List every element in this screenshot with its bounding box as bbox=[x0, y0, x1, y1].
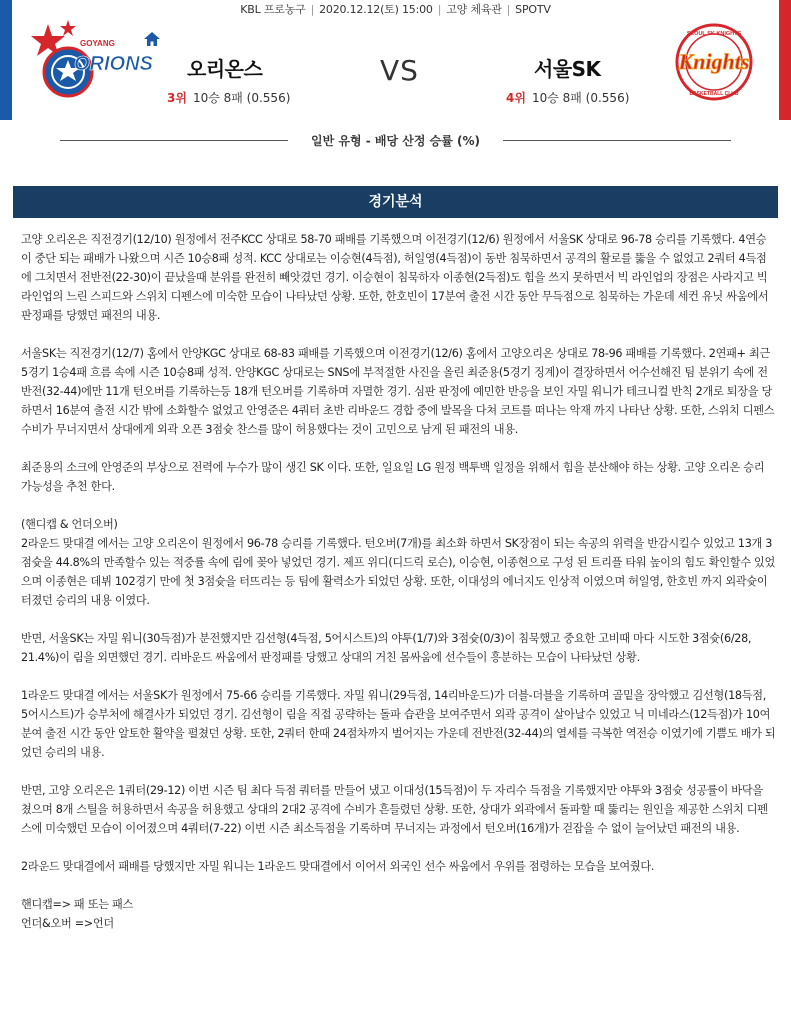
home-team-rank: 3위 bbox=[167, 91, 187, 105]
divider-line bbox=[503, 140, 731, 141]
analysis-paragraph-summary: 2라운드 맞대결에서 패배를 당했지만 자밀 워니는 1라운드 맞대결에서 이어서 외국인 선수 싸움에서 우위를 점령하는 모습을 보여줬다. bbox=[21, 860, 655, 873]
knights-logo-top-text: SEOUL SK KNIGHTS bbox=[686, 31, 742, 37]
league-label: KBL 프로농구 bbox=[240, 3, 306, 16]
divider-line bbox=[60, 140, 288, 141]
venue-label: 고양 체육관 bbox=[446, 3, 502, 16]
pick-handicap: 핸디캡=> 패 또는 패스 bbox=[21, 898, 133, 911]
away-team-record bbox=[506, 89, 629, 106]
analysis-paragraph-orions-recent: 고양 오리온은 직전경기(12/10) 원정에서 전주KCC 상대로 58-70 패배를 기록했으며 이전경기(12/6) 원정에서 서울SK 상대로 96-78 승리를 기록했다. 4연승이 중단 되는 패배가 나왔으며 시즌 10승8패 성적. KCC 상대로는 이승현(4득점), 허일영(4득점)이 동반 침묵하면서 공격의 활로를 뚫을 수 없었고 2쿼터 4득점에 그치면서 전반전(22-30)이 끝났을때 분위를 완전히 빼앗겼던 경기. 이승현이 침묵하자 이종현(2득점)도 힘을 쓰지 못하면서 빅 라인업의 장점은 사라지고 빅 라인업의 느린 스피드와 스위치 디펜스에 미숙한 모습이 나타났던 상황. 또한, 한호빈이 17분여 출전 시간 동안 무득점으로 침묵하는 가운데 세컨 유닛 싸움에서 판정패를 당했던 패전의 내용. bbox=[21, 233, 769, 322]
analysis-paragraph-round1-orions: 반면, 고양 오리온은 1쿼터(29-12) 이번 시즌 팀 최다 득점 쿼터를 만들어 냈고 이대성(15득점)이 두 자리수 득점을 기록했지만 야투와 3점슛 성공률이 바닥을 쳤으며 8개 스틸을 허용하면서 속공을 허용했고 상대의 2대2 공격에 수비가 흔들렸던 상황. 또한, 상대가 외곽에서 돌파할 때 뚫리는 원인을 제공한 스위치 디펜스에 미숙했던 모습이 이어졌으며 4쿼터(7-22) 이번 시즌 최소득점을 기록하며 무너지는 과정에서 턴오버(16개)가 걷잡을 수 없이 늘어났던 패전의 내용. bbox=[21, 784, 768, 835]
odds-type-label: 일반 유형 - 배당 산정 승률 (%) bbox=[311, 134, 480, 148]
knights-logo-bottom-text: BASKETBALL CLUB bbox=[689, 91, 739, 97]
right-team-stripe bbox=[779, 0, 791, 120]
analysis-paragraph-round2: 2라운드 맞대결 에서는 고양 오리온이 원정에서 96-78 승리를 기록했다. 턴오버(7개)를 최소화 하면서 SK장점이 되는 속공의 위력을 반감시킬수 있었고 13개 3점슛을 44.8%의 만족할수 있는 적중률 속에 림에 꽂아 넣었던 경기. 제프 위디(디드릭 로슨), 이승현, 이종현으로 구성 된 트리플 타워 높이의 힘도 확인할수 있었으며 이종현은 데뷔 102경기 만에 첫 3점슛을 터뜨리는 등 팀에 활력소가 되었던 상황. 또한, 이대성의 에너지도 인상적 이였으며 허일영, 한호빈 까지 외곽슛이 터졌던 승리의 내용 이였다. bbox=[21, 537, 776, 607]
analysis-body bbox=[21, 230, 776, 933]
analysis-section-title: 경기분석 bbox=[13, 186, 778, 218]
handicap-section-title: (핸디캡 & 언더오버) bbox=[21, 518, 118, 531]
knights-logo bbox=[660, 22, 768, 102]
away-team-name: 서울SK bbox=[534, 57, 601, 81]
analysis-paragraph-recommendation: 최준용의 소크에 안영준의 부상으로 전력에 누수가 많이 생긴 SK 이다. 또한, 일요일 LG 원정 백투백 일정을 위해서 힘을 분산해야 하는 상황. 고양 오리온 승리 가능성을 추천 한다. bbox=[21, 461, 765, 493]
match-datetime: 2020.12.12(토) 15:00 bbox=[319, 3, 433, 16]
orions-logo-main-text: ORIONS bbox=[74, 53, 153, 75]
analysis-paragraph-sk-recent: 서울SK는 직전경기(12/7) 홈에서 안양KGC 상대로 68-83 패배를 기록했으며 이전경기(12/6) 홈에서 고양오리온 상대로 78-96 패배를 기록했다. 2연패+ 최근 5경기 1승4패 흐름 속에 시즌 10승8패 성적. 안양KGC 상대로는 SNS에 부적절한 사진을 올린 최준용(5경기 징계)이 결장하면서 어수선해진 팀 분위기 속에 전반전(32-44)에만 11개 턴오버를 기록하는등 18개 턴오버를 기록하며 자멸한 경기. 심판 판정에 예민한 반응을 보인 자밀 워니가 테크니컬 반칙 2개로 퇴장을 당하면서 16분여 출전 시간 밖에 소화할수 없었고 안영준은 4쿼터 초반 리바운드 경합 중에 발목을 다쳐 코트를 떠나는 악재 까지 나타난 상황. 또한, 스위치 디펜스 수비가 무너지면서 상대에게 외곽 오픈 3점슛 찬스를 많이 허용했다는 것이 고민으로 남게 된 패전의 내용. bbox=[21, 347, 775, 436]
home-icon bbox=[143, 30, 161, 48]
home-team-record bbox=[167, 89, 290, 106]
vs-label: VS bbox=[380, 54, 419, 87]
analysis-paragraph-round1: 1라운드 맞대결 에서는 서울SK가 원정에서 75-66 승리를 기록했다. 자밀 워니(29득점, 14리바운드)가 더블-더블을 기록하며 골밑을 장악했고 김선형(18득점, 5어시스트)가 승부처에 해결사가 되었던 경기. 김선형이 림을 직접 공략하는 돌파 습관을 보여주면서 외곽 공격이 살아날수 있었고 닉 미네라스(12득점)가 10여분여 출전 시간 동안 알토한 활약을 펼쳤던 상황. 또한, 2쿼터 한때 24점차까지 벌어지는 가운데 전반전(32-44)의 열세를 극복한 역전승 이였기에 기쁨도 배가 되었던 승리의 내용. bbox=[21, 689, 776, 759]
orions-logo bbox=[30, 18, 153, 102]
analysis-paragraph-round2-sk: 반면, 서울SK는 자밀 워니(30득점)가 분전했지만 김선형(4득점, 5어시스트)의 야투(1/7)와 3점슛(0/3)이 침묵했고 중요한 고비때 마다 시도한 3점슛(6/28, 21.4%)이 림을 외면했던 경기. 리바운드 싸움에서 판정패를 당했고 상대의 거친 몸싸움에 선수들이 흥분하는 모습이 나타났던 상황. bbox=[21, 632, 752, 664]
odds-divider bbox=[60, 130, 731, 152]
home-team-winloss: 10승 8패 (0.556) bbox=[192, 91, 291, 105]
match-meta: KBL 프로농구 | 2020.12.12(토) 15:00 | 고양 체육관 | SPOTV bbox=[240, 3, 551, 16]
orions-logo-top-text: GOYANG bbox=[80, 39, 115, 48]
knights-logo-main-text: Knights bbox=[678, 49, 750, 74]
match-header bbox=[0, 0, 791, 120]
away-team-winloss: 10승 8패 (0.556) bbox=[531, 91, 630, 105]
home-team-name: 오리온스 bbox=[187, 57, 263, 81]
pick-over-under: 언더&오버 =>언더 bbox=[21, 917, 114, 930]
left-team-stripe bbox=[0, 0, 12, 120]
broadcaster-label: SPOTV bbox=[515, 3, 551, 16]
away-team-rank: 4위 bbox=[506, 91, 526, 105]
